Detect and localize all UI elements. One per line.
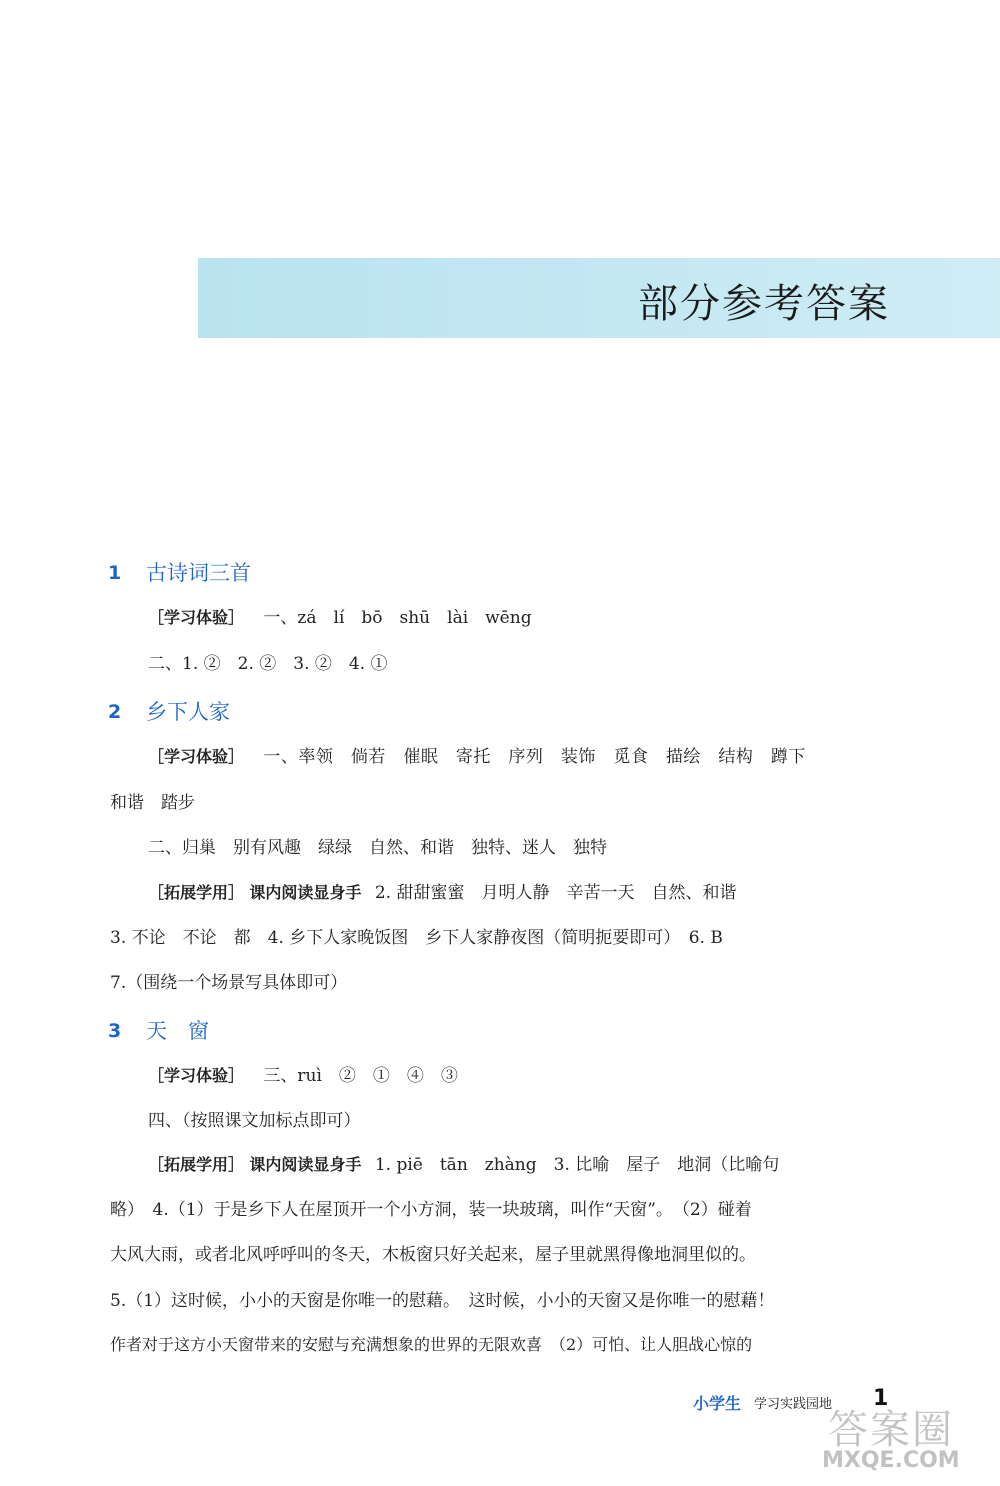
answer-line: 四、（按照课文加标点即可） xyxy=(148,1111,361,1131)
page-title: 部分参考答案 xyxy=(638,281,890,327)
watermark-logo: 答案圈 xyxy=(828,1407,954,1453)
answer-subtitle: 课内阅读显身手 xyxy=(249,1155,362,1174)
footer-subtitle: 学习实践园地 xyxy=(754,1397,833,1412)
answer-line xyxy=(148,598,1000,638)
section-heading-2 xyxy=(0,692,1000,732)
watermark xyxy=(820,1398,990,1478)
answer-line: 3. 不论 不论 都 4. 乡下人家晚饭图 乡下人家静夜图（简明扼要即可） 6. B xyxy=(110,928,723,948)
title-banner xyxy=(198,258,1000,338)
footer-brand: 小学生 xyxy=(693,1394,742,1413)
section-heading-1 xyxy=(0,553,1000,593)
section-number: 3 xyxy=(108,1020,122,1042)
answer-text: 三、ruì ② ① ④ ③ xyxy=(263,1066,458,1086)
answer-text: 一、率领 倘若 催眠 寄托 序列 装饰 觅食 描绘 结构 蹲下 xyxy=(263,747,806,767)
answer-text: 1. piē tān zhàng 3. 比喻 屋子 地洞（比喻句 xyxy=(374,1155,780,1175)
answer-tag: ［学习体验］ xyxy=(148,1066,245,1085)
answer-tag: ［学习体验］ xyxy=(148,747,245,766)
section-title: 天 窗 xyxy=(146,1019,209,1043)
watermark-url: MXQE.COM xyxy=(822,1448,960,1473)
section-title: 古诗词三首 xyxy=(146,561,251,585)
section-number: 2 xyxy=(108,701,122,723)
answer-tag: ［拓展学用］ xyxy=(148,883,245,902)
answer-line: 二、归巢 别有风趣 绿绿 自然、和谐 独特、迷人 独特 xyxy=(148,838,607,858)
section-number: 1 xyxy=(108,562,122,584)
answer-line: 大风大雨，或者北风呼呼叫的冬天，木板窗只好关起来，屋子里就黑得像地洞里似的。 xyxy=(110,1245,756,1265)
answer-line xyxy=(148,1056,1000,1096)
page-number: 1 xyxy=(873,1386,889,1411)
answer-line: 作者对于这方小天窗带来的安慰与充满想象的世界的无限欢喜 （2）可怕、让人胆战心惊的 xyxy=(110,1335,753,1354)
answer-line: 和谐 踏步 xyxy=(110,793,195,813)
answer-text: 2. 甜甜蜜蜜 月明人静 辛苦一天 自然、和谐 xyxy=(374,883,737,903)
answer-line: 二、1. ② 2. ② 3. ② 4. ① xyxy=(148,654,388,674)
answer-subtitle: 课内阅读显身手 xyxy=(249,883,362,902)
answer-line: 7.（围绕一个场景写具体即可） xyxy=(110,973,348,993)
answer-tag: ［学习体验］ xyxy=(148,608,245,627)
answer-text: 一、zá lí bō shū lài wēng xyxy=(263,608,532,628)
answer-line: 略） 4.（1）于是乡下人在屋顶开一个小方洞，装一块玻璃，叫作“天窗”。 （2）碰着 xyxy=(110,1200,752,1220)
answer-line: 5.（1）这时候，小小的天窗是你唯一的慰藉。 这时候，小小的天窗又是你唯一的慰藉！ xyxy=(110,1291,775,1311)
section-title: 乡下人家 xyxy=(146,700,230,724)
answer-line xyxy=(148,737,1000,777)
answer-tag: ［拓展学用］ xyxy=(148,1155,245,1174)
answer-line xyxy=(148,1145,1000,1185)
section-heading-3 xyxy=(0,1011,1000,1051)
answer-line xyxy=(148,873,1000,913)
